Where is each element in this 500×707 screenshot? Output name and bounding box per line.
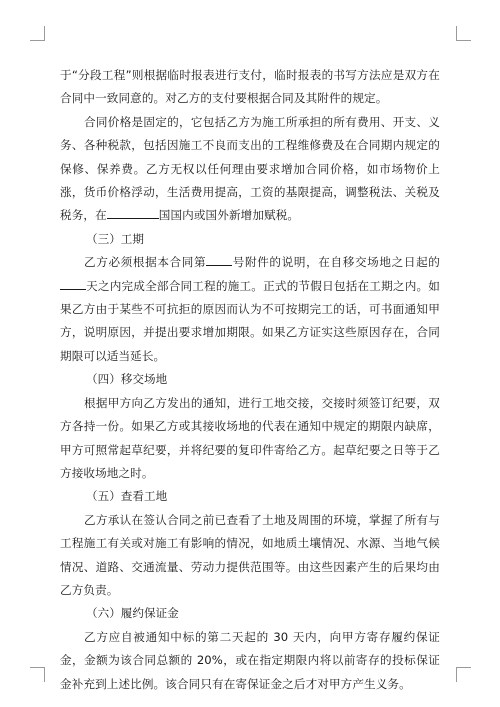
fill-in-blank-country (107, 206, 159, 219)
paragraph-site-inspection: 乙方承认在签认合同之前已查看了土地及周围的环境，掌握了所有与工程施工有关或对施工有影响的情况，如地质土壤情况、水源、当地气候情况、道路、交通流量、劳动力提供范围等。由这些因素产生的后果均由乙方负责。 (60, 512, 440, 597)
paragraph-payment-continuation: 于“分段工程”则根据临时报表进行支付，临时报表的书写方法应是双方在合同中一致同意的。对乙方的支付要根据合同及其附件的规定。 (60, 68, 440, 106)
section-heading-duration: （三）工期 (86, 231, 144, 246)
paragraph-performance-bond: 乙方应自被通知中标的第二天起的 30 天内，向甲方寄存履约保证金，金额为该合同总额的 20%，或在指定期限内将以前寄存的投标保证金补充到上述比例。该合同只有在寄保证金之后才对甲方产生义务。 (60, 629, 440, 691)
fill-in-blank-annex-number (206, 253, 232, 266)
fill-in-blank-days (60, 277, 86, 290)
section-heading-performance-bond: （六）履约保证金 (86, 606, 179, 621)
crop-mark-top-right (456, 26, 471, 41)
section-heading-site-inspection: （五）查看工地 (86, 489, 168, 504)
duration-text-start: 乙方必须根据本合同第 (84, 255, 207, 270)
duration-text-middle: 号附件的说明，在自移交场地之日起的 (232, 255, 440, 270)
section-heading-site-handover: （四）移交场地 (86, 372, 168, 387)
contract-price-text: 合同价格是固定的，它包括乙方为施工所承担的所有费用、开支、义务、各种税款，包括因施工不良而支出的工程维修费及在合同期内规定的保修、保养费。乙方无权以任何理由要求增加合同价格，如市场物价上涨，货币价格浮动，生活费用提高，工资的基限提高，调整税法、关税及税务，在 (60, 114, 440, 223)
paragraph-duration (60, 251, 440, 368)
paragraph-site-handover: 根据甲方向乙方发出的通知，进行工地交接，交接时须签订纪要，双方各持一份。如果乙方或其接收场地的代表在通知中规定的期限内缺席，甲方可照常起草纪要，并将纪要的复印件寄给乙方。起草纪要之日等于乙方接收场地之时。 (60, 395, 440, 480)
crop-mark-top-left (30, 26, 45, 41)
crop-mark-bottom-right (456, 667, 471, 682)
document-body (60, 64, 440, 696)
crop-mark-bottom-left (30, 667, 45, 682)
duration-text-end: 天之内完成全部合同工程的施工。正式的节假日包括在工期之内。如果乙方由于某些不可抗拒的原因而认为不可按期完工的话，可书面通知甲方，说明原因，并提出要求增加期限。如果乙方证实这些原因存在，合同期限可以适当延长。 (60, 278, 440, 363)
paragraph-contract-price (60, 111, 440, 228)
contract-price-text-end: 国国内或国外新增加赋税。 (158, 208, 300, 223)
